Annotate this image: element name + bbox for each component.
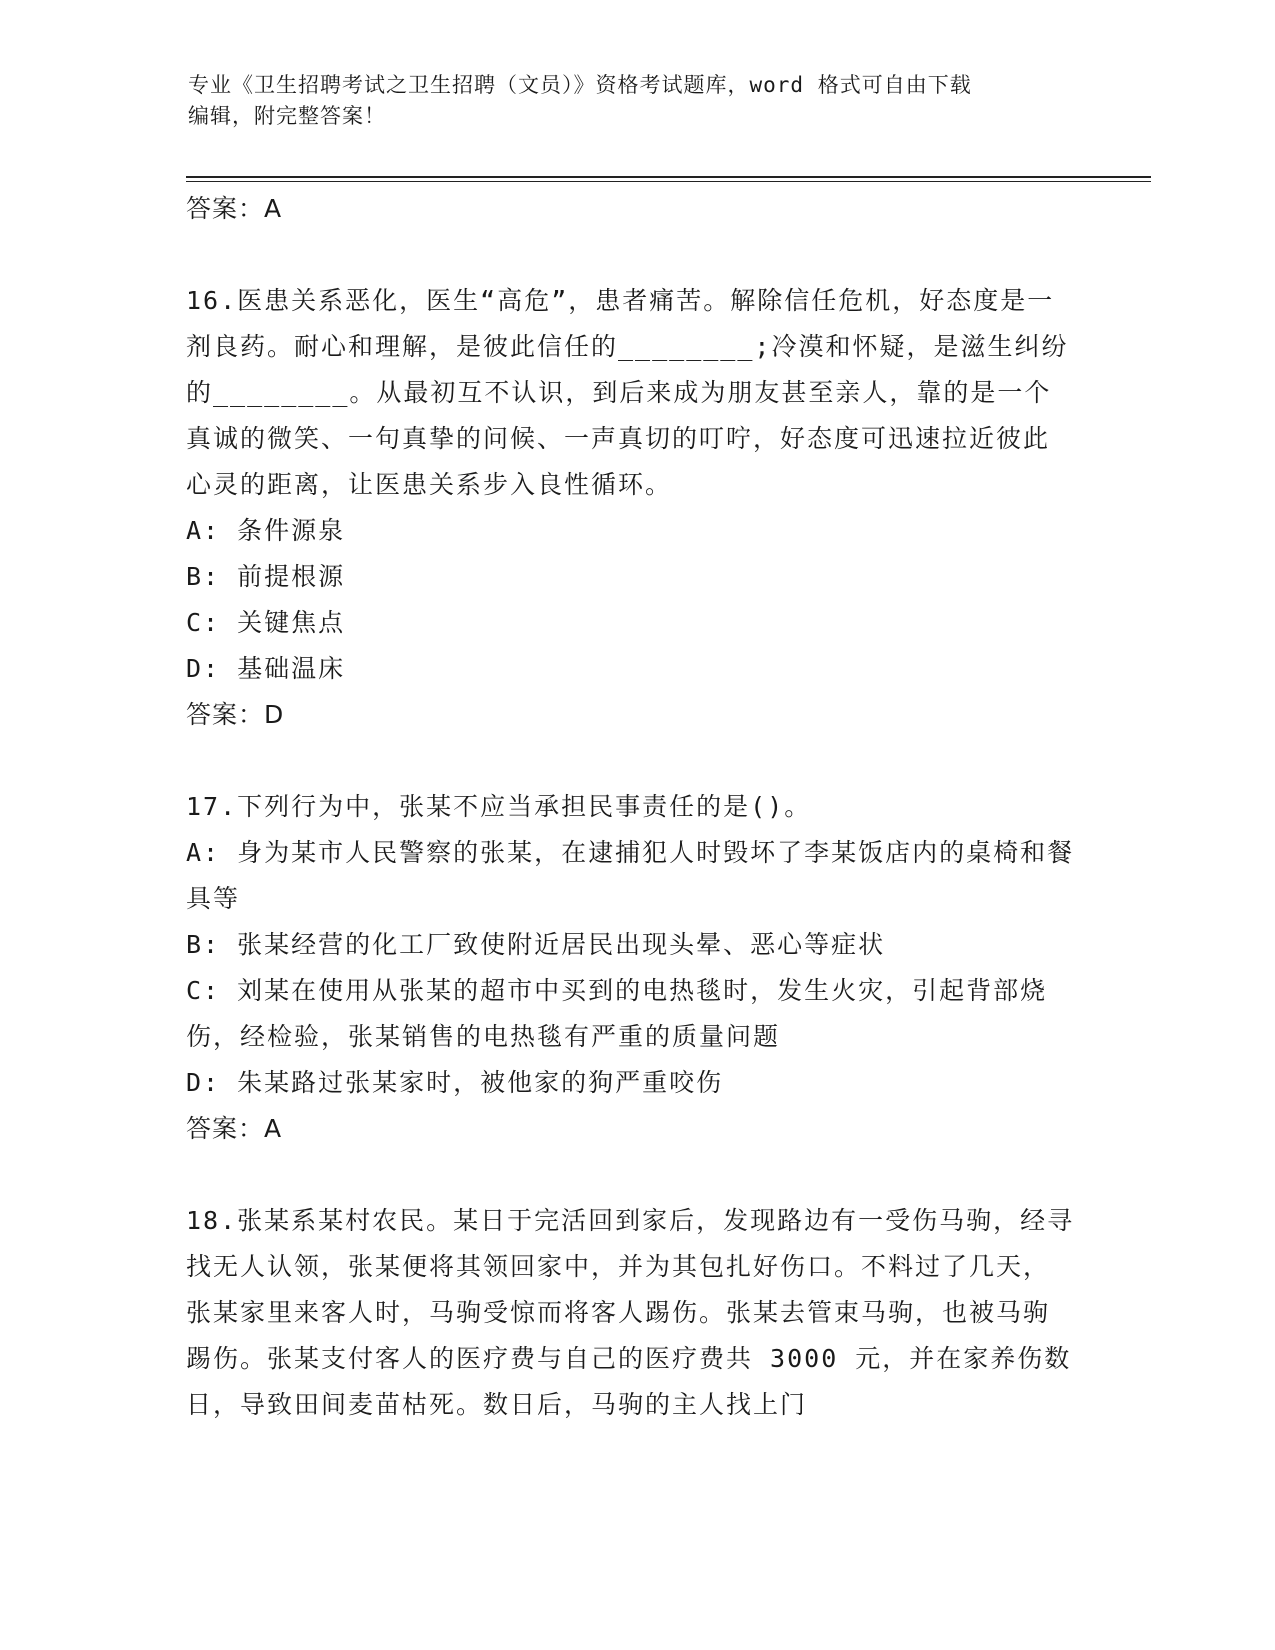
- question-18: [186, 1198, 1076, 1428]
- question-stem: 16.医患关系恶化，医生“高危”，患者痛苦。解除信任危机，好态度是一剂良药。耐心和理解，是彼此信任的________;冷漠和怀疑，是滋生纠纷的________。从最初互不认识，到后来成为朋友甚至亲人，靠的是一个真诚的微笑、一句真挚的问候、一声真切的叮咛，好态度可迅速拉近彼此心灵的距离，让医患关系步入良性循环。: [186, 286, 1069, 499]
- question-answer: 答案：A: [186, 1114, 283, 1143]
- option-b: B: 前提根源: [186, 562, 346, 591]
- page-header: [188, 70, 1088, 132]
- question-stem: 18.张某系某村农民。某日于完活回到家后，发现路边有一受伤马驹，经寻找无人认领，张某便将其领回家中，并为其包扎好伤口。不料过了几天，张某家里来客人时，马驹受惊而将客人踢伤。张某去管束马驹，也被马驹踢伤。张某支付客人的医疗费与自己的医疗费共 3000 元，并在家养伤数日，导致田间麦苗枯死。数日后，马驹的主人找上门: [186, 1206, 1075, 1419]
- option-c: C: 刘某在使用从张某的超市中买到的电热毯时，发生火灾，引起背部烧伤，经检验，张某销售的电热毯有严重的质量问题: [186, 976, 1048, 1051]
- header-rule-thick: [186, 176, 1151, 178]
- header-line-1: 专业《卫生招聘考试之卫生招聘（文员）》资格考试题库，word 格式可自由下载: [188, 73, 972, 97]
- option-a: A: 条件源泉: [186, 516, 346, 545]
- question-16: [186, 278, 1076, 738]
- option-d: D: 朱某路过张某家时，被他家的狗严重咬伤: [186, 1068, 724, 1097]
- question-content: [186, 186, 1076, 1428]
- option-b: B: 张某经营的化工厂致使附近居民出现头晕、恶心等症状: [186, 930, 886, 959]
- option-c: C: 关键焦点: [186, 608, 346, 637]
- option-d: D: 基础温床: [186, 654, 346, 683]
- option-a: A: 身为某市人民警察的张某，在逮捕犯人时毁坏了李某饭店内的桌椅和餐具等: [186, 838, 1075, 913]
- header-rule-thin: [186, 181, 1151, 182]
- header-line-2: 编辑，附完整答案！: [188, 104, 386, 128]
- question-stem: 17.下列行为中，张某不应当承担民事责任的是()。: [186, 792, 812, 821]
- previous-answer: 答案：A: [186, 194, 283, 223]
- question-answer: 答案：D: [186, 700, 285, 729]
- question-17: [186, 784, 1076, 1152]
